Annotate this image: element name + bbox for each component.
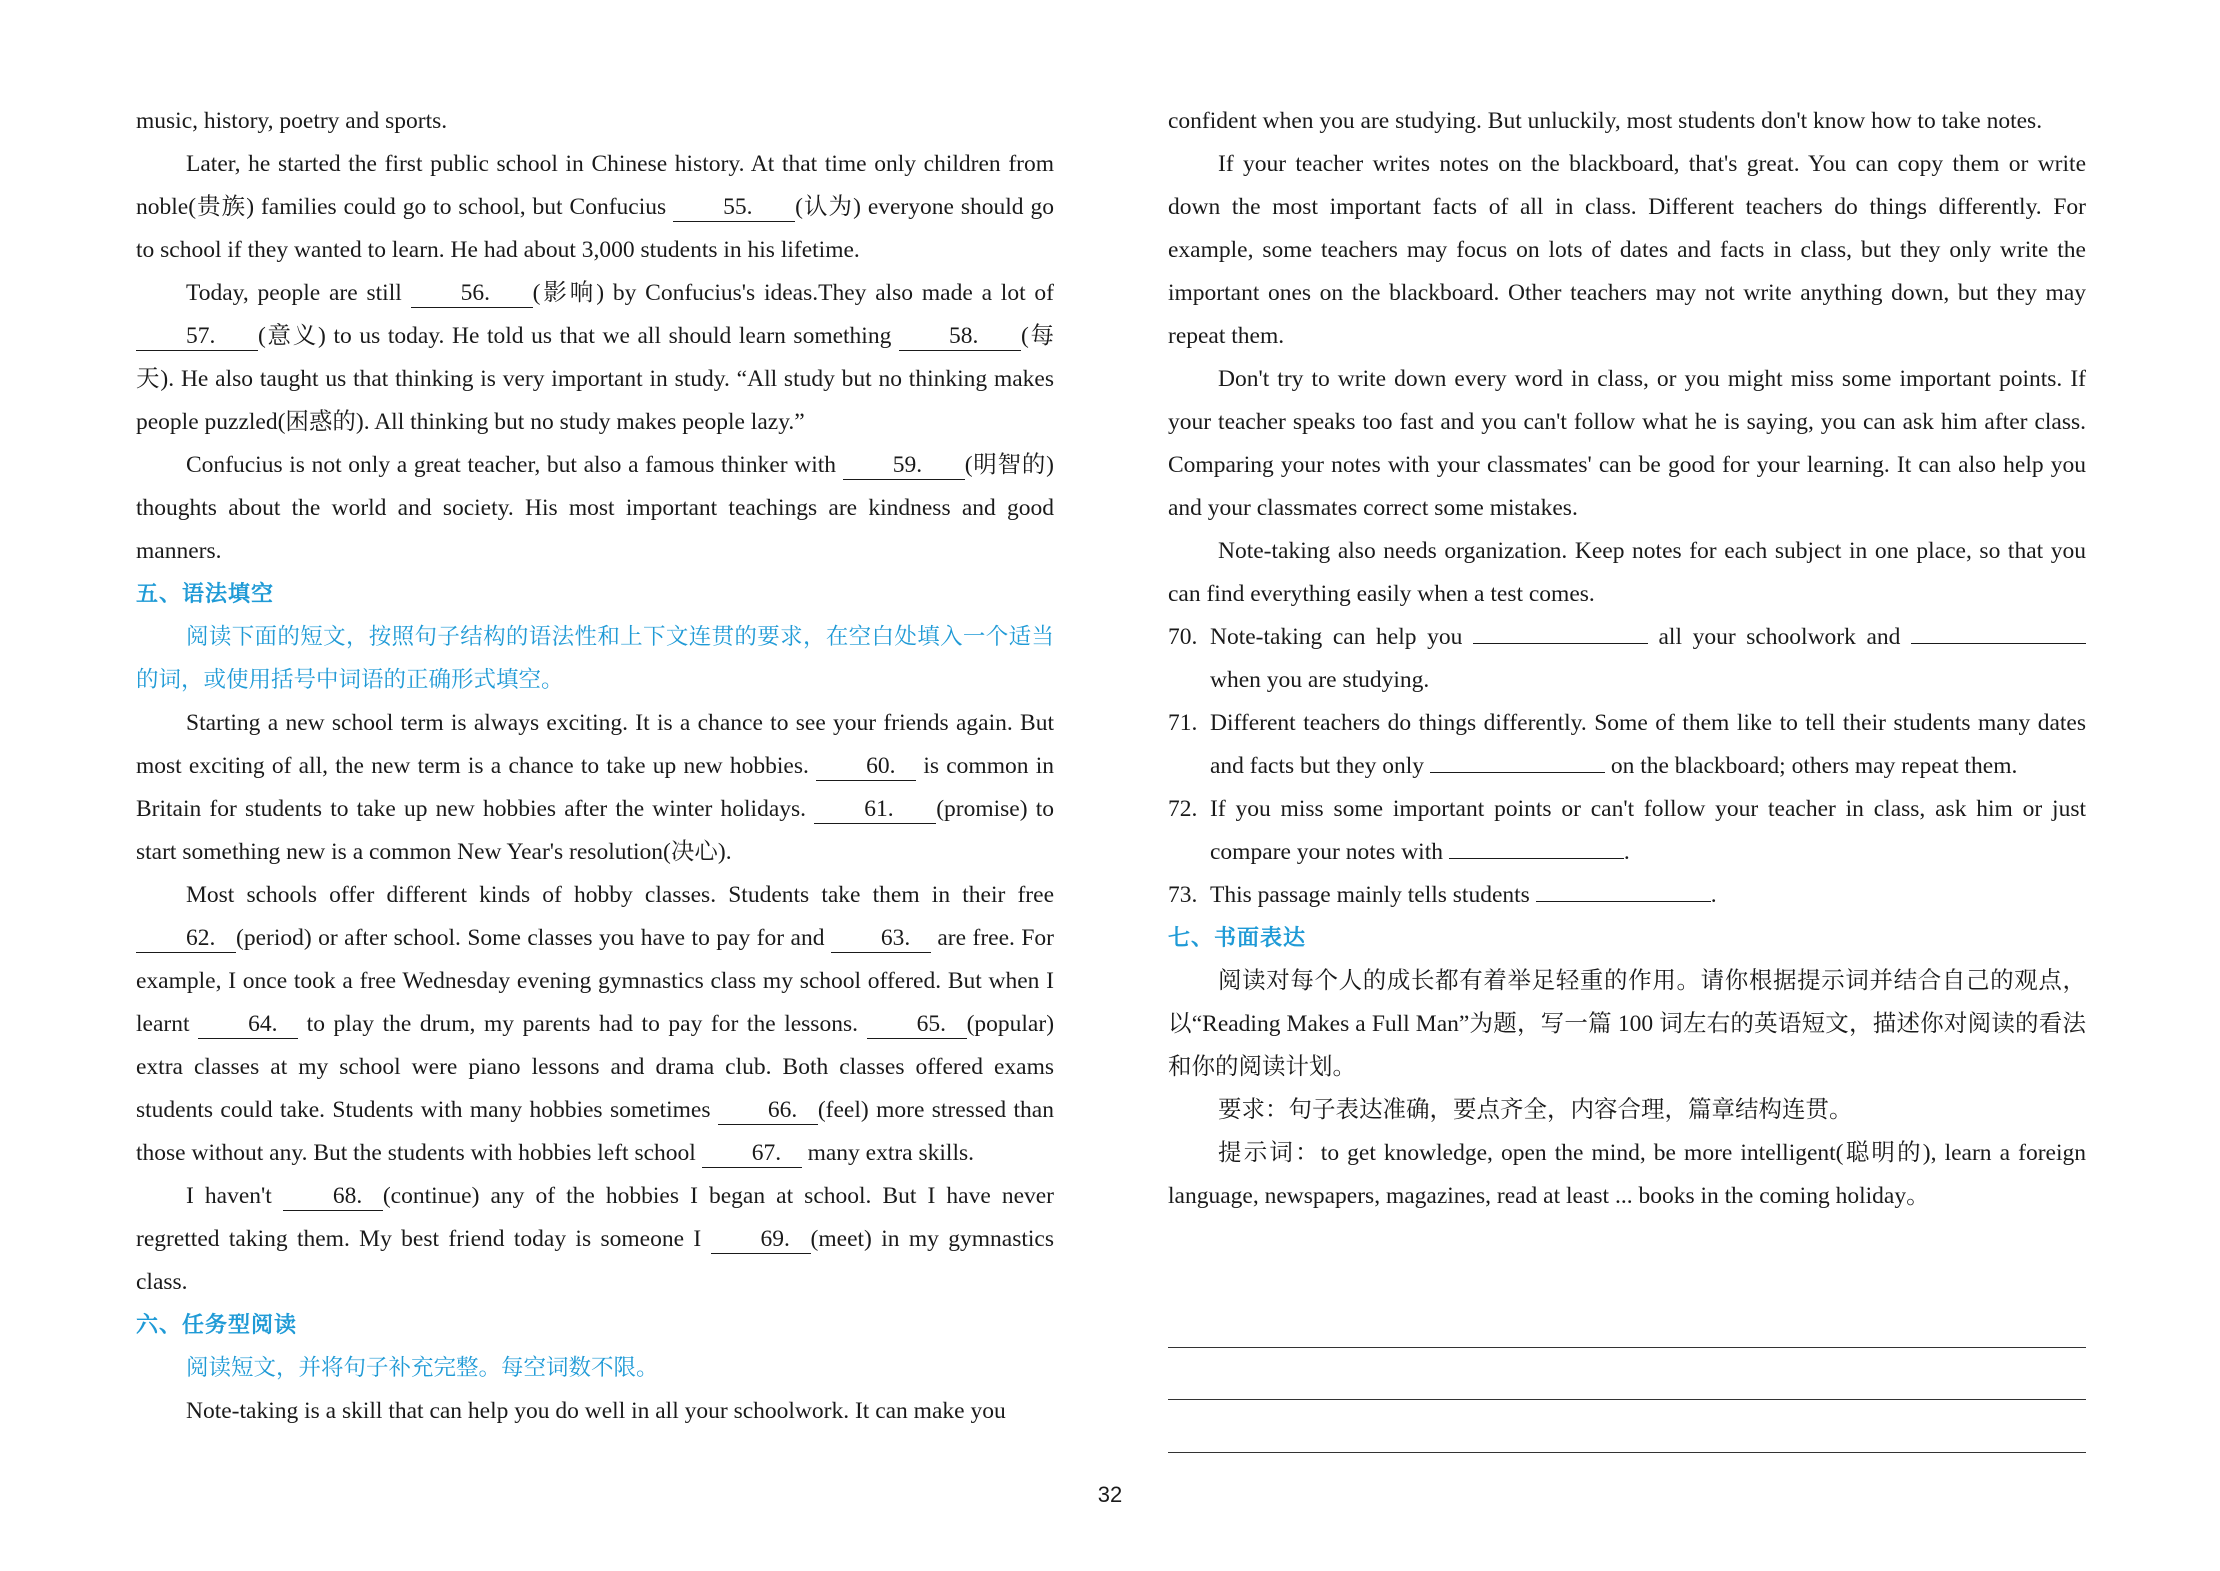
section-7-prompt: 阅读对每个人的成长都有着举足轻重的作用。请你根据提示词并结合自己的观点，以“Reading Makes a Full Man”为题，写一篇 100 词左右的英语短文，描述你对阅读的看法和你的阅读计划。 (1168, 968, 2086, 1080)
section-5-title: 五、语法填空 (136, 582, 275, 607)
paragraph-organization: Note-taking also needs organization. Keep notes for each subject in one place, so that you can find everything easily when a test comes. (1168, 538, 2086, 607)
question-72: 72. If you miss some important points or can't follow your teacher in class, ask him or just compare your notes with . (1168, 796, 2086, 865)
writing-line-3[interactable] (1168, 1452, 2086, 1453)
section-7-hint-words: 提示词：to get knowledge, open the mind, be more intelligent(聪明的), learn a foreign language, newspapers, magazines, read at least ... books in the coming holiday。 (1168, 1140, 2086, 1209)
paragraph-dont-try: Don't try to write down every word in class, or you might miss some important points. If your teacher speaks too fast and you can't follow what he is saying, you can ask him after class. Comparing your notes with your classmates' can be good for your learning. It can also help you and your classmates correct some mistakes. (1168, 366, 2086, 521)
section-7-title: 七、书面表达 (1168, 926, 1307, 951)
page-number: 32 (1097, 1482, 1123, 1507)
blank-64[interactable]: 64. (198, 1011, 298, 1039)
writing-line-2[interactable] (1168, 1399, 2086, 1400)
paragraph-note-taking: Note-taking is a skill that can help you do well in all your schoolwork. It can make you (186, 1398, 1006, 1424)
section-6-title: 六、任务型阅读 (136, 1313, 298, 1338)
question-73: 73. This passage mainly tells students . (1168, 882, 1717, 908)
blank-59[interactable]: 59. (843, 452, 965, 480)
paragraph-starting: Starting a new school term is always exciting. It is a chance to see your friends again. But most exciting of all, the new term is a chance to take up new hobbies. 60. is common in Britain for students to take up new hobbies after the winter holidays. 61. (promise) to start something new is a common New Year's resolution(决心). (136, 710, 1054, 865)
section-6-instructions: 阅读短文，并将句子补充完整。每空词数不限。 (186, 1355, 659, 1381)
paragraph-confident: confident when you are studying. But unluckily, most students don't know how to take notes. (1168, 108, 2043, 134)
question-71: 71. Different teachers do things differently. Some of them like to tell their students many dates and facts but they only on the blackboard; others may repeat them. (1168, 710, 2086, 779)
paragraph-most: Most schools offer different kinds of hobby classes. Students take them in their free 62. (period) or after school. Some classes you have to pay for and 63. are free. For example, I once took a free Wednesday evening gymnastics class my school offered. But when I learnt 64. to play the drum, my parents had to pay for the lessons. 65. (popular) extra classes at my school were piano lessons and drama club. Both classes offered exams students could take. Students with many hobbies sometimes 66. (feel) more stressed than those without any. But the students with hobbies left school 67. many extra skills. (136, 874, 1054, 1175)
blank-65[interactable]: 65. (867, 1011, 967, 1039)
answer-blank-72[interactable] (1449, 858, 1624, 859)
blank-68[interactable]: 68. (283, 1183, 383, 1211)
section-7-requirements: 要求：句子表达准确，要点齐全，内容合理，篇章结构连贯。 (1218, 1097, 1853, 1123)
paragraph-confucius: Confucius is not only a great teacher, but also a famous thinker with 59. (明智的) thoughts about the world and society. His most important teachings are kindness and good manners. (136, 452, 1054, 564)
answer-blank-71[interactable] (1430, 772, 1605, 773)
paragraph-teacher: If your teacher writes notes on the blackboard, that's great. You can copy them or write down the most important facts of all in class. Different teachers do things differently. For example, some teachers may focus on lots of dates and facts in class, but they only write the important ones on the blackboard. Other teachers may not write anything down, but they may repeat them. (1168, 151, 2086, 349)
paragraph-music: music, history, poetry and sports. (136, 108, 448, 134)
right-column (1168, 100, 2086, 1218)
blank-61[interactable]: 61. (814, 796, 936, 824)
section-5-instructions: 阅读下面的短文，按照句子结构的语法性和上下文连贯的要求，在空白处填入一个适当的词，或使用括号中词语的正确形式填空。 (136, 624, 1054, 693)
writing-line-1[interactable] (1168, 1347, 2086, 1348)
paragraph-today: Today, people are still 56. (影响) by Confucius's ideas.They also made a lot of 57. (意义) to us today. He told us that we all should learn something 58. (每天). He also taught us that thinking is very important in study. “All study but no thinking makes people puzzled(困惑的). All thinking but no study makes people lazy.” (136, 280, 1055, 435)
question-70: 70. Note-taking can help you all your schoolwork and when you are studying. (1168, 616, 2086, 702)
blank-62[interactable]: 62. (136, 925, 236, 953)
blank-63[interactable]: 63. (831, 925, 931, 953)
answer-blank-70a[interactable] (1473, 643, 1648, 644)
blank-57[interactable]: 57. (136, 323, 258, 351)
answer-blank-73[interactable] (1536, 901, 1711, 902)
left-column (136, 100, 1054, 1433)
answer-blank-70b[interactable] (1911, 643, 2086, 644)
paragraph-later: Later, he started the first public school in Chinese history. At that time only children from noble(贵族) families could go to school, but Confucius 55. (认为) everyone should go to school if they wanted to learn. He had about 3,000 students in his lifetime. (136, 151, 1054, 263)
blank-56[interactable]: 56. (411, 280, 533, 308)
paragraph-havent: I haven't 68. (continue) any of the hobbies I began at school. But I have never regretted taking them. My best friend today is someone I 69. (meet) in my gymnastics class. (136, 1183, 1055, 1295)
blank-66[interactable]: 66. (718, 1097, 818, 1125)
blank-60[interactable]: 60. (816, 753, 916, 781)
blank-55[interactable]: 55. (673, 194, 795, 222)
blank-67[interactable]: 67. (702, 1140, 802, 1168)
blank-58[interactable]: 58. (899, 323, 1021, 351)
blank-69[interactable]: 69. (711, 1226, 811, 1254)
